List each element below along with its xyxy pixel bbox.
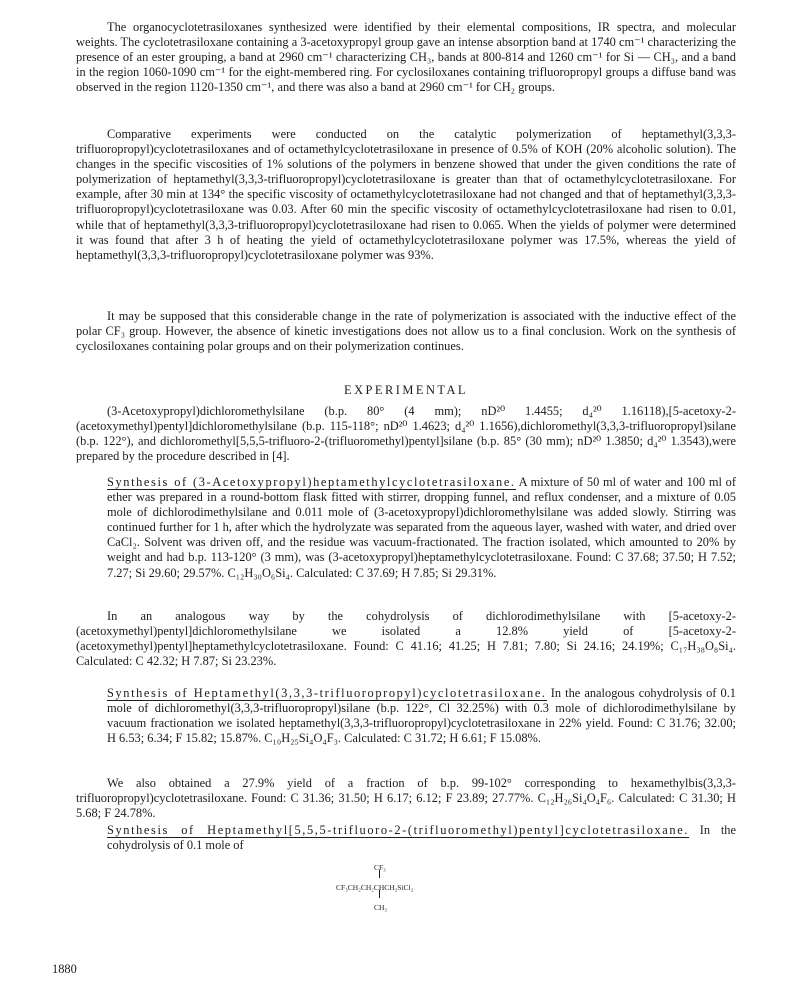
formula-bond-top — [379, 870, 380, 878]
formula-bottom-group: CH₃ — [374, 903, 388, 912]
synthesis-2-title: Synthesis of Heptamethyl(3,3,3-trifluoropropyl)cyclotetrasiloxane. — [107, 686, 547, 700]
formula-bond-bottom — [379, 890, 380, 898]
synthesis-1-title: Synthesis of (3-Acetoxypropyl)heptamethylcyclotetrasiloxane. — [107, 475, 516, 489]
paragraph-starting-materials: (3-Acetoxypropyl)dichloromethylsilane (b.p. 80° (4 mm); nD²⁰ 1.4455; d₄²⁰ 1.16118),[5-acetoxy-2-(acetoxymethyl)pentyl]dichloromethylsilane (b.p. 115-118°; nD²⁰ 1.4623; d₄²⁰ 1.1656),dichloromethyl(3,3,3-trifluoropropyl)silane (b.p. 122°), and dichloromethyl[5,5,5-trifluoro-2-(trifluoromethyl)pentyl]silane (b.p. 85° (30 mm); nD²⁰ 1.3850; d₄²⁰ 1.3543),were prepared by the procedure described in [4]. — [76, 404, 736, 464]
structural-formula — [336, 860, 476, 916]
experimental-heading: EXPERIMENTAL — [344, 383, 468, 397]
paragraph-polymerization: Comparative experiments were conducted on the catalytic polymerization of heptamethyl(3,3,3-trifluoropropyl)cyclotetrasiloxanes and of octamethylcyclotetrasiloxane in presence of 0.5% of KOH (20% alcoholic solution). The changes in the specific viscosities of 1% solutions of the polymers in benzene showed that under the given conditions the rate of polymerization of heptamethyl(3,3,3-trifluoropropyl)cyclotetrasiloxane is greater than that of octamethylcyclotetrasiloxane. For example, after 30 min at 134° the specific viscosity of octamethylcyclotetrasiloxane had not changed and that of heptamethyl(3,3,3-trifluoropropyl)cyclotetrasiloxane was 0.03. After 60 min the specific viscosity of octamethylcyclotetrasiloxane had risen to 0.01, while that of heptamethyl(3,3,3-trifluoropropyl)cyclotetrasiloxane had risen to 0.065. When the yields of polymer were determined it was found that after 3 h of heating the yield of octamethylcyclotetrasiloxane polymer was 17.5%, whereas the yield of heptamethyl(3,3,3-trifluoropropyl)cyclotetrasiloxane polymer was 93%. — [76, 127, 736, 262]
conclusion-section — [76, 309, 736, 354]
page-number: 1880 — [52, 962, 77, 976]
paragraph-ir-spectra: The organocyclotetrasiloxanes synthesized were identified by their elemental compositions, IR spectra, and molecular weights. The cyclotetrasiloxane containing a 3-acetoxypropyl group gave an intense absorption band at 1740 cm⁻¹ characterizing the presence of an ester grouping, a band at 2960 cm⁻¹ characterizing CH₃, bands at 800-814 and 1260 cm⁻¹ for Si — CH₃, and a band in the region 1060-1090 cm⁻¹ for the eight-membered ring. For cyclosiloxanes containing trifluoropropyl groups a diffuse band was observed in the region 1120-1350 cm⁻¹, and there was also a band at 2960 cm⁻¹ for CH₂ groups. — [76, 20, 736, 95]
formula-top-group: CF₃ — [374, 863, 386, 872]
synthesis-trifluoromethylpentyl — [76, 823, 736, 853]
synthesis-1-text: A mixture of 50 ml of water and 100 ml of ether was prepared in a round-bottom flask fitted with stirrer, dropping funnel, and reflux condenser, and a mixture of 0.05 mole of dichlorodimethylsilane and 0.011 mole of (3-acetoxypropyl)dichloromethylsilane was added slowly. Stirring was continued further for 1 h, after which the hydrolyzate was separated from the aqueous layer, washed with water, and dried over CaCl₂. Solvent was driven off, and the residue was vacuum-fractionated. The fraction isolated, which amounted to 20% by weight and had b.p. 113-120° (3 mm), was (3-acetoxypropyl)heptamethylcyclotetrasiloxane. Found: C 37.68; 37.50; H 7.52; 7.27; Si 29.60; 29.57%. C₁₂H₃₀O₆Si₄. Calculated: C 37.69; H 7.85; Si 29.31%. — [107, 475, 737, 580]
bis-trifluoropropyl — [76, 776, 736, 821]
formula-main-chain: CF₃CH₂CH₂CHCH₂SiCl₂ — [336, 883, 414, 892]
experimental-section — [76, 404, 736, 464]
analogous-synthesis — [76, 609, 736, 669]
synthesis-trifluoropropyl — [76, 686, 736, 746]
synthesis-3-text: In the cohydrolysis of 0.1 mole of — [107, 823, 736, 853]
synthesis-acetoxypropyl — [76, 475, 736, 581]
synthesis-2-text: In the analogous cohydrolysis of 0.1 mole of dichloromethyl(3,3,3-trifluoropropyl)silane (b.p. 122°, Cl 32.25%) with 0.3 mole of dichlorodimethylsilane by vacuum fractionation we isolated heptamethyl(3,3,3-trifluoropropyl)cyclotetrasiloxane in 22% yield. Found: C 31.76; 32.00; H 6.53; 6.34; F 15.82; 15.87%. C₁₀H₂₅Si₄O₄F₃. Calculated: C 31.72; H 6.61; F 15.08%. — [107, 686, 736, 746]
paragraph-hexamethylbis: We also obtained a 27.9% yield of a fraction of b.p. 99-102° corresponding to hexamethylbis(3,3,3-trifluoropropyl)cyclotetrasiloxane. Found: C 31.36; 31.50; H 6.17; 6.12; F 23.89; 27.77%. C₁₂H₂₆Si₄O₄F₆. Calculated: C 31.30; H 5.68; F 24.78%. — [76, 776, 736, 821]
paragraph-analogous: In an analogous way by the cohydrolysis of dichlorodimethylsilane with [5-acetoxy-2-(acetoxymethyl)pentyl]dichloromethylsilane we isolated a 12.8% yield of [5-acetoxy-2-(acetoxymethyl)pentyl]heptamethylcyclotetrasiloxane. Found: C 41.16; 41.25; H 7.81; 7.80; Si 24.16; 24.19%; C₁₇H₃₈O₈Si₄. Calculated: C 42.32; H 7.87; Si 23.23%. — [76, 609, 736, 669]
paragraph-conclusion: It may be supposed that this considerable change in the rate of polymerization is associated with the inductive effect of the polar CF₃ group. However, the absence of kinetic investigations does not allow us to a final conclusion. Work on the synthesis of cyclosiloxanes containing polar groups and on their polymerization continues. — [76, 309, 736, 354]
polymerization-section — [76, 127, 736, 263]
synthesis-3-title: Synthesis of Heptamethyl[5,5,5-trifluoro-2-(trifluoromethyl)pentyl]cyclotetrasiloxane. — [107, 823, 689, 837]
discussion-section — [76, 20, 736, 95]
